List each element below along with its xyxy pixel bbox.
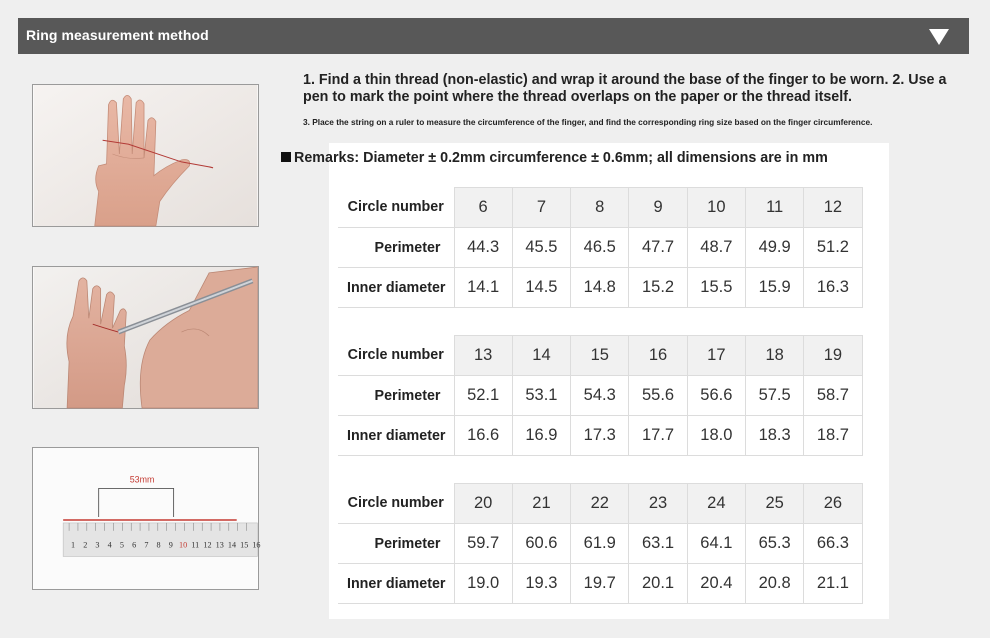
table-cell: 19.0	[454, 564, 512, 604]
table-cell: 15.2	[629, 268, 687, 308]
table-cell: 17	[687, 336, 745, 376]
table-cell: 18.7	[804, 416, 862, 456]
remarks	[281, 150, 828, 166]
table-cell: 20.4	[687, 564, 745, 604]
ruler-tick-label: 3	[95, 540, 100, 550]
row-label: Perimeter	[338, 376, 454, 416]
table-cell: 66.3	[804, 524, 862, 564]
size-table	[338, 335, 863, 456]
inner-diameter-row	[338, 268, 862, 308]
row-label: Inner diameter	[338, 268, 454, 308]
table-cell: 59.7	[454, 524, 512, 564]
row-label: Circle number	[338, 484, 454, 524]
table-cell: 65.3	[745, 524, 803, 564]
ruler-tick-label: 1	[70, 540, 76, 550]
table-cell: 55.6	[629, 376, 687, 416]
inner-diameter-row	[338, 416, 862, 456]
table-cell: 12	[804, 188, 862, 228]
remarks-text: Remarks: Diameter ± 0.2mm circumference ± 0.6mm; all dimensions are in mm	[294, 150, 828, 166]
table-cell: 16.3	[804, 268, 862, 308]
section-title: Ring measurement method	[26, 27, 209, 43]
ruler-tick-label: 5	[119, 540, 124, 550]
table-cell: 6	[454, 188, 512, 228]
table-cell: 7	[512, 188, 570, 228]
table-cell: 8	[571, 188, 629, 228]
table-cell: 24	[687, 484, 745, 524]
table-cell: 17.7	[629, 416, 687, 456]
table-cell: 17.3	[571, 416, 629, 456]
table-cell: 54.3	[571, 376, 629, 416]
table-cell: 63.1	[629, 524, 687, 564]
table-cell: 25	[745, 484, 803, 524]
instructions-main: 1. Find a thin thread (non-elastic) and wrap it around the base of the finger to be worn. 2. Use a pen to mark the point where the thread overlaps on the paper or the thread itself.	[303, 72, 947, 105]
table-cell: 14.8	[571, 268, 629, 308]
table-cell: 13	[454, 336, 512, 376]
table-cell: 47.7	[629, 228, 687, 268]
table-cell: 21	[512, 484, 570, 524]
ruler-tick-label: 12	[203, 540, 212, 550]
table-cell: 45.5	[512, 228, 570, 268]
table-cell: 18	[745, 336, 803, 376]
hand-with-thread-illustration	[33, 85, 258, 226]
table-cell: 18.0	[687, 416, 745, 456]
table-cell: 64.1	[687, 524, 745, 564]
ruler-tick-label: 8	[156, 540, 161, 550]
ruler-tick-label: 2	[83, 540, 88, 550]
table-cell: 23	[629, 484, 687, 524]
size-table	[338, 483, 863, 604]
table-cell: 14	[512, 336, 570, 376]
perimeter-row	[338, 376, 862, 416]
row-label: Circle number	[338, 336, 454, 376]
table-cell: 20	[454, 484, 512, 524]
table-cell: 52.1	[454, 376, 512, 416]
table-cell: 19.7	[571, 564, 629, 604]
circle-number-row	[338, 484, 862, 524]
ruler-photo	[32, 447, 259, 590]
pen-marking-illustration	[33, 267, 258, 408]
table-cell: 44.3	[454, 228, 512, 268]
ruler-tick-label: 13	[215, 540, 224, 550]
table-cell: 14.1	[454, 268, 512, 308]
pen-marking-photo	[32, 266, 259, 409]
size-table	[338, 187, 863, 308]
ruler-tick-label: 16	[252, 540, 261, 550]
ruler-illustration	[33, 448, 261, 589]
table-cell: 61.9	[571, 524, 629, 564]
table-cell: 16.9	[512, 416, 570, 456]
table-cell: 46.5	[571, 228, 629, 268]
table-cell: 15.9	[745, 268, 803, 308]
section-header[interactable]	[18, 18, 969, 54]
ruler-tick-label: 7	[144, 540, 149, 550]
row-label: Perimeter	[338, 524, 454, 564]
circle-number-row	[338, 188, 862, 228]
row-label: Inner diameter	[338, 564, 454, 604]
table-cell: 58.7	[804, 376, 862, 416]
ruler-measure-label: 53mm	[129, 474, 155, 485]
table-cell: 49.9	[745, 228, 803, 268]
table-cell: 15	[571, 336, 629, 376]
table-cell: 10	[687, 188, 745, 228]
ruler-tick-label: 4	[107, 540, 112, 550]
triangle-down-icon[interactable]	[929, 29, 949, 45]
ruler-tick-label: 11	[191, 540, 200, 550]
row-label: Circle number	[338, 188, 454, 228]
table-cell: 19	[804, 336, 862, 376]
table-cell: 53.1	[512, 376, 570, 416]
circle-number-row	[338, 336, 862, 376]
table-cell: 26	[804, 484, 862, 524]
table-cell: 16	[629, 336, 687, 376]
ruler-tick-label: 10	[178, 540, 188, 550]
row-label: Perimeter	[338, 228, 454, 268]
table-cell: 20.1	[629, 564, 687, 604]
table-cell: 18.3	[745, 416, 803, 456]
table-cell: 21.1	[804, 564, 862, 604]
table-cell: 11	[745, 188, 803, 228]
table-cell: 14.5	[512, 268, 570, 308]
table-cell: 15.5	[687, 268, 745, 308]
table-cell: 57.5	[745, 376, 803, 416]
ruler-tick-label: 9	[168, 540, 173, 550]
table-cell: 60.6	[512, 524, 570, 564]
table-cell: 56.6	[687, 376, 745, 416]
hand-thread-photo	[32, 84, 259, 227]
ruler-tick-label: 14	[227, 540, 237, 550]
table-cell: 19.3	[512, 564, 570, 604]
ruler-tick-label: 15	[240, 540, 249, 550]
square-bullet-icon	[281, 152, 291, 162]
table-cell: 22	[571, 484, 629, 524]
instructions-step-3: 3. Place the string on a ruler to measure the circumference of the finger, and find the corresponding ring size based on the finger circumference.	[303, 117, 873, 127]
row-label: Inner diameter	[338, 416, 454, 456]
perimeter-row	[338, 524, 862, 564]
table-cell: 51.2	[804, 228, 862, 268]
table-cell: 9	[629, 188, 687, 228]
inner-diameter-row	[338, 564, 862, 604]
table-cell: 20.8	[745, 564, 803, 604]
table-cell: 16.6	[454, 416, 512, 456]
ruler-tick-label: 6	[132, 540, 137, 550]
table-cell: 48.7	[687, 228, 745, 268]
perimeter-row	[338, 228, 862, 268]
